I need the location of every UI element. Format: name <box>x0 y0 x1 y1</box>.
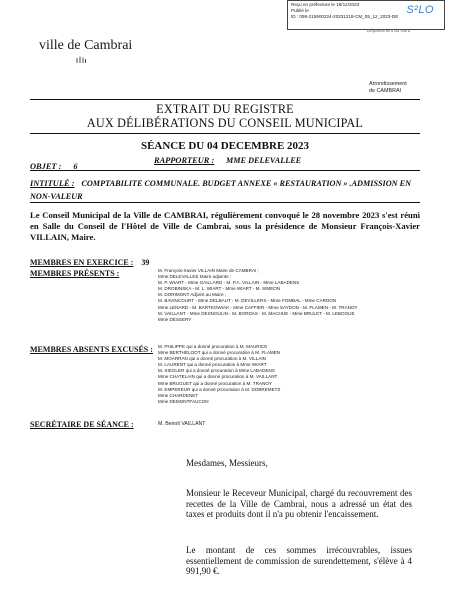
present-member-line: M. DROBINSKA - M. L. WIART - Mme WIART - M. SIMEON <box>158 286 281 292</box>
arrondissement-city: de CAMBRAI <box>369 87 402 94</box>
absent-member-line: M. PHILIPPE qui a donné procuration à M. MAURICE <box>158 344 268 349</box>
objet-row <box>30 156 420 170</box>
objet-value: 6 <box>73 162 78 171</box>
letter-greeting: Mesdames, Messieurs, <box>186 458 268 468</box>
absent-member-line: Mme CHATELAIN qui a donné procuration à M. VAILLANT <box>158 374 278 380</box>
members-in-office-count: 39 <box>141 258 150 267</box>
letter-paragraph-1: Monsieur le Receveur Municipal, chargé du recouvrement des recettes de la Ville de Cambrai, nous a adressé un état des taxes et produits dont il n'a pu obtenir l'encaissement. <box>186 488 412 520</box>
intitule-value: COMPTABILITE COMMUNALE. BUDGET ANNEXE « RESTAURATION » .ADMISSION EN NON-VALEUR <box>30 179 411 201</box>
register-title-line1: EXTRAIT DU REGISTRE <box>156 102 294 116</box>
present-member-line: M. P. WIART - Mme GAILLARD - M. P.A. VILLAIN - Mme LABADENS <box>158 280 300 286</box>
intitule-block <box>30 177 420 202</box>
absent-member-line: Mme BRUGUET qui a donné procuration à M. TRANOY <box>158 380 272 386</box>
rapporteur-label: RAPPORTEUR : <box>154 156 215 165</box>
absent-member-line: M. MOARRAN qui a donné procuration à M. VILLAIN <box>158 356 267 362</box>
secretary-name: M. Benoit VAILLANT <box>158 421 206 427</box>
present-member-line: M. François-Xavier VILLAIN Maire de CAMBRAI ; <box>158 268 259 273</box>
present-members-label: MEMBRES PRÉSENTS : <box>30 269 120 278</box>
session-intro: Le Conseil Municipal de la Ville de CAMBRAI, régulièrement convoqué le 28 novembre 2023 s'est réuni en Salle du Conseil de l'Hôtel de Ville de Cambrai, sous la présidence de Monsieur François-Xavier VILLAIN, Maire. <box>30 210 420 242</box>
register-title-line2: AUX DÉLIBÉRATIONS DU CONSEIL MUNICIPAL <box>86 115 364 130</box>
stamp-published: Publié le <box>291 8 309 14</box>
stamp-received: Reçu en préfecture le 18/12/2023 <box>291 2 360 7</box>
absent-member-line: M. EMPEREUR qui a donné procuration à M. DOBREMETZ <box>158 386 281 392</box>
arrondissement-label: Arrondissement <box>369 81 407 87</box>
absent-member-line: Mme BERTHELOOT qui a donné procuration à M. FLAMEN <box>158 350 281 356</box>
header-bottom-rule <box>30 133 420 134</box>
header-top-rule <box>30 99 420 100</box>
prefecture-stamp <box>287 0 445 30</box>
present-member-line: M. VAILLANT - Mme DESNOULIN - M. BORDAS - M. MACHUE - Mme BRULET - M. LEBOGUE <box>158 310 355 316</box>
slo-logo: S²LO <box>406 4 434 16</box>
present-member-line: Mme DESSERY <box>158 316 192 322</box>
letter-paragraph-2: Le montant de ces sommes irrécouvrables, issues essentiellement de commission de surendettement, s'élève à 4 991,90 €. <box>186 545 412 577</box>
arrondissement <box>369 81 407 95</box>
stamp-id: ID : 059-215900224-20231218-CM_05_12_2023-DE <box>291 14 399 20</box>
rapporteur-value: MME DELEVALLEE <box>226 156 302 165</box>
absent-member-line: Mme CHARDENET <box>158 392 199 398</box>
objet-label: OBJET : <box>30 162 62 171</box>
absent-member-line: M. LAURENT qui a donné procuration à Mme WIART <box>158 362 267 368</box>
members-in-office <box>30 252 149 270</box>
register-title <box>0 103 450 130</box>
absent-member-line: M. SIEGLER qui a donné procuration à Mme LABADENS <box>158 368 275 374</box>
intitule-label: INTITULÉ : <box>30 179 75 188</box>
objet-rule <box>30 170 420 171</box>
city-logo-icon <box>74 56 88 64</box>
session-date: SÉANCE DU 04 DECEMBRE 2023 <box>140 140 310 152</box>
present-member-line: M. DORIMONT Adjoint au Maire ; <box>158 292 227 298</box>
secretary-label: SECRÉTAIRE DE SÉANCE : <box>30 420 134 429</box>
stamp-department: Département du Nord <box>367 28 411 33</box>
absent-members-label: MEMBRES ABSENTS EXCUSÉS : <box>30 345 153 354</box>
members-in-office-label: MEMBRES EN EXERCICE : <box>30 258 134 267</box>
intitule-rule <box>30 202 420 203</box>
present-member-line: Mme DELEVALLEE Maire adjointe ; <box>158 274 232 280</box>
absent-members-list <box>158 344 428 405</box>
present-member-line: M. BAVINCOURT - Mme DELBAUT - M. DEVILLERS - Mme FOMBAL - Mme CARDON <box>158 298 337 304</box>
present-member-line: Mme LENARD - M. BARTKOWIAK - Mme CAFFIER - Mme SAYDON - M. FLAMEN - M. TRANOY <box>158 304 358 310</box>
absent-member-line: Mme DEMONTFAUCON <box>158 398 209 404</box>
present-members-list <box>158 268 428 323</box>
city-logo-text: ville de Cambrai <box>39 38 133 53</box>
